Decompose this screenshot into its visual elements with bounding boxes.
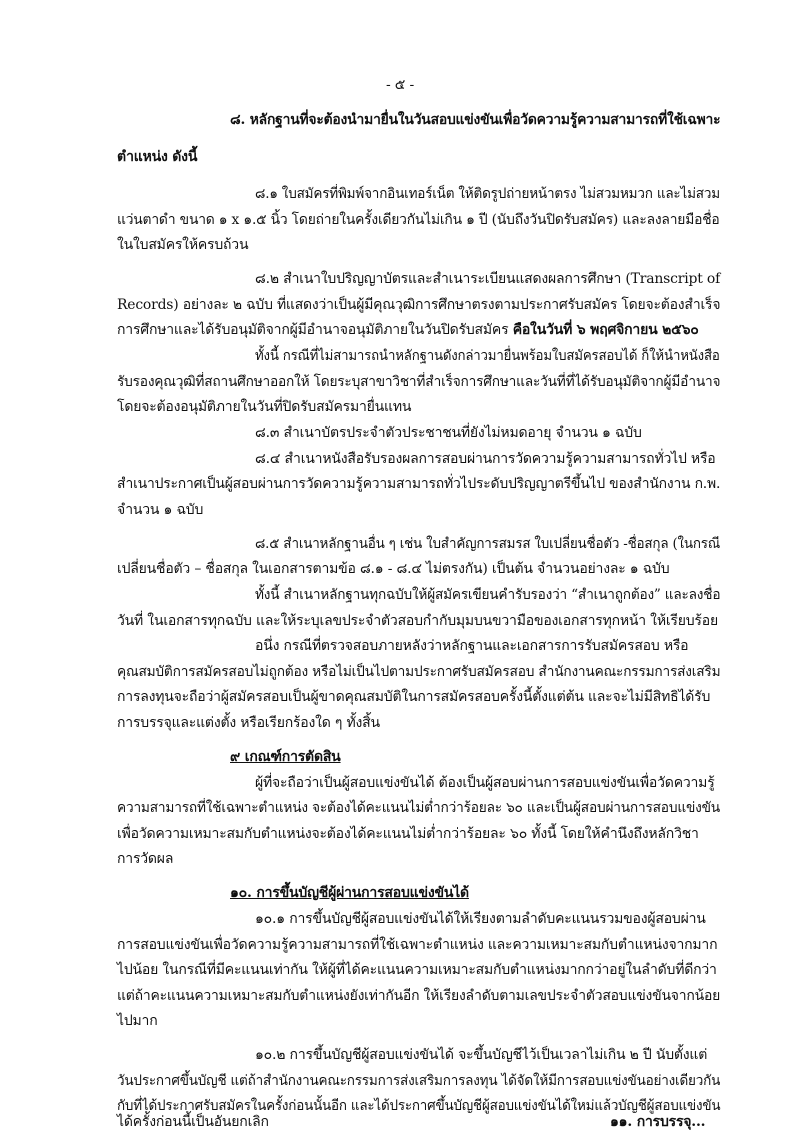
item-8-4-line: จำนวน ๑ ฉบับ — [117, 502, 204, 518]
item-8-2-text: การศึกษาและได้รับอนุมัติจากผู้มีอำนาจอนุมัติภายในวันปิดรับสมัคร — [117, 322, 509, 338]
section-9-heading: ๙ เกณฑ์การตัดสิน — [230, 749, 341, 765]
section-9-line: ความสามารถที่ใช้เฉพาะตำแหน่ง จะต้องได้คะแนนไม่ต่ำกว่าร้อยละ ๖๐ และเป็นผู้สอบผ่านการสอบแข่งขัน — [117, 800, 720, 816]
item-8-5-line: เปลี่ยนชื่อตัว – ชื่อสกุล ในเอกสารตามข้อ ๘.๑ - ๘.๔ ไม่ตรงกัน) เป็นต้น จำนวนอย่างละ ๑ ฉบับ — [117, 561, 670, 577]
invalid-note-line: การบรรจุและแต่งตั้ง หรือเรียกร้องใด ๆ ทั้งสิ้น — [117, 715, 380, 731]
item-10-1-line: การสอบแข่งขันเพื่อวัดความรู้ความสามารถที่ใช้เฉพาะตำแหน่ง และความเหมาะสมกับตำแหน่งจากมาก — [117, 937, 718, 953]
section-9-line: การวัดผล — [117, 851, 174, 867]
item-10-1-line: ไปมาก — [117, 1013, 158, 1029]
item-8-1-line: แว่นตาดำ ขนาด ๑ x ๑.๕ นิ้ว โดยถ่ายในครั้งเดียวกันไม่เกิน ๑ ปี (นับถึงวันปิดรับสมัคร) และลงลายมือชื่อ — [117, 212, 720, 228]
section-8-heading: ๘. หลักฐานที่จะต้องนำมายื่นในวันสอบแข่งขันเพื่อวัดความรู้ความสามารถที่ใช้เฉพาะ — [230, 112, 721, 128]
item-10-1-line: ๑๐.๑ การขึ้นบัญชีผู้สอบแข่งขันได้ให้เรียงตามลำดับคะแนนรวมของผู้สอบผ่าน — [255, 911, 706, 927]
item-8-2-note-line: รับรองคุณวุฒิที่สถานศึกษาออกให้ โดยระบุสาขาวิชาที่สำเร็จการศึกษาและวันที่ที่ได้รับอนุมัติจากผู้มีอำนาจ — [117, 374, 721, 390]
invalid-note-line: คุณสมบัติการสมัครสอบไม่ถูกต้อง หรือไม่เป็นไปตามประกาศรับสมัครสอบ สำนักงานคณะกรรมการส่งเสริม — [117, 664, 721, 680]
item-8-1-line: ในใบสมัครให้ครบถ้วน — [117, 237, 249, 253]
item-10-2-line: ๑๐.๒ การขึ้นบัญชีผู้สอบแข่งขันได้ จะขึ้นบัญชีไว้เป็นเวลาไม่เกิน ๒ ปี นับตั้งแต่ — [255, 1047, 708, 1063]
section-8-heading-cont: ตำแหน่ง ดังนี้ — [117, 149, 198, 165]
section-9-line: ผู้ที่จะถือว่าเป็นผู้สอบแข่งขันได้ ต้องเป็นผู้สอบผ่านการสอบแข่งขันเพื่อวัดความรู้ — [255, 775, 715, 791]
continuation-marker: ๑๑. การบรรจุ... — [610, 1114, 706, 1130]
item-10-1-line: ไปน้อย ในกรณีที่มีคะแนนเท่ากัน ให้ผู้ที่ได้คะแนนความเหมาะสมกับตำแหน่งมากกว่าอยู่ในลำดับที่ดีกว่า — [117, 962, 717, 978]
item-8-1-line: ๘.๑ ใบสมัครที่พิมพ์จากอินเทอร์เน็ต ให้ติดรูปถ่ายหน้าตรง ไม่สวมหมวก และไม่สวม — [255, 186, 720, 202]
section-10-heading: ๑๐. การขึ้นบัญชีผู้ผ่านการสอบแข่งขันได้ — [230, 885, 469, 901]
certify-note-line: ทั้งนี้ สำเนาหลักฐานทุกฉบับให้ผู้สมัครเขียนคำรับรองว่า “สำเนาถูกต้อง” และลงชื่อ — [255, 587, 721, 603]
invalid-note-line: การลงทุนจะถือว่าผู้สมัครสอบเป็นผู้ขาดคุณสมบัติในการสมัครสอบครั้งนี้ตั้งแต่ต้น และจะไม่มีสิทธิได้รับ — [117, 689, 711, 705]
item-8-2-line: ๘.๒ สำเนาใบปริญญาบัตรและสำเนาระเบียนแสดงผลการศึกษา (Transcript of — [255, 271, 721, 287]
item-8-2-line — [117, 321, 699, 339]
item-8-4-line: ๘.๔ สำเนาหนังสือรับรองผลการสอบผ่านการวัดความรู้ความสามารถทั่วไป หรือ — [255, 451, 716, 467]
item-10-2-line: วันประกาศขึ้นบัญชี แต่ถ้าสำนักงานคณะกรรมการส่งเสริมการลงทุน ได้จัดให้มีการสอบแข่งขันอย่างเดียวกัน — [117, 1073, 721, 1089]
item-8-2-note-line: ทั้งนี้ กรณีที่ไม่สามารถนำหลักฐานดังกล่าวมายื่นพร้อมใบสมัครสอบได้ ก็ให้นำหนังสือ — [255, 348, 720, 364]
page-number: - ๕ - — [386, 77, 414, 93]
item-8-4-line: สำเนาประกาศเป็นผู้สอบผ่านการวัดความรู้ความสามารถทั่วไประดับปริญญาตรีขึ้นไป ของสำนักงาน ก.พ. — [117, 476, 721, 492]
item-8-2-line: Records) อย่างละ ๒ ฉบับ ที่แสดงว่าเป็นผู้มีคุณวุฒิการศึกษาตรงตามประกาศรับสมัคร โดยจะต้องสำเร็จ — [117, 297, 721, 313]
closing-date: คือในวันที่ ๖ พฤศจิกายน ๒๕๖๐ — [512, 322, 699, 338]
item-8-5-line: ๘.๕ สำเนาหลักฐานอื่น ๆ เช่น ใบสำคัญการสมรส ใบเปลี่ยนชื่อตัว -ชื่อสกุล (ในกรณี — [255, 536, 721, 552]
item-10-2-line: ได้ครั้งก่อนนี้เป็นอันยกเลิก — [117, 1114, 269, 1130]
invalid-note-line: อนึ่ง กรณีที่ตรวจสอบภายหลังว่าหลักฐานและเอกสารการรับสมัครสอบ หรือ — [255, 638, 689, 654]
certify-note-line: วันที่ ในเอกสารทุกฉบับ และให้ระบุเลขประจำตัวสอบกำกับมุมบนขวามือของเอกสารทุกหน้า ให้เรียบร้อย — [117, 613, 718, 629]
item-8-3: ๘.๓ สำเนาบัตรประจำตัวประชาชนที่ยังไม่หมดอายุ จำนวน ๑ ฉบับ — [255, 425, 642, 441]
item-10-2-line: กับที่ได้ประกาศรับสมัครในครั้งก่อนนั้นอีก และได้ประกาศขึ้นบัญชีผู้สอบแข่งขันได้ใหม่แล้วบัญชีผู้สอบแข่งขัน — [117, 1098, 721, 1114]
section-9-line: เพื่อวัดความเหมาะสมกับตำแหน่งจะต้องได้คะแนนไม่ต่ำกว่าร้อยละ ๖๐ ทั้งนี้ โดยให้คำนึงถึงหลักวิชา — [117, 826, 699, 842]
item-8-2-note-line: โดยจะต้องอนุมัติภายในวันที่ปิดรับสมัครมายื่นแทน — [117, 399, 412, 415]
item-10-1-line: แต่ถ้าคะแนนความเหมาะสมกับตำแหน่งยังเท่ากันอีก ให้เรียงลำดับตามเลขประจำตัวสอบแข่งขันจากน้อย — [117, 988, 721, 1004]
